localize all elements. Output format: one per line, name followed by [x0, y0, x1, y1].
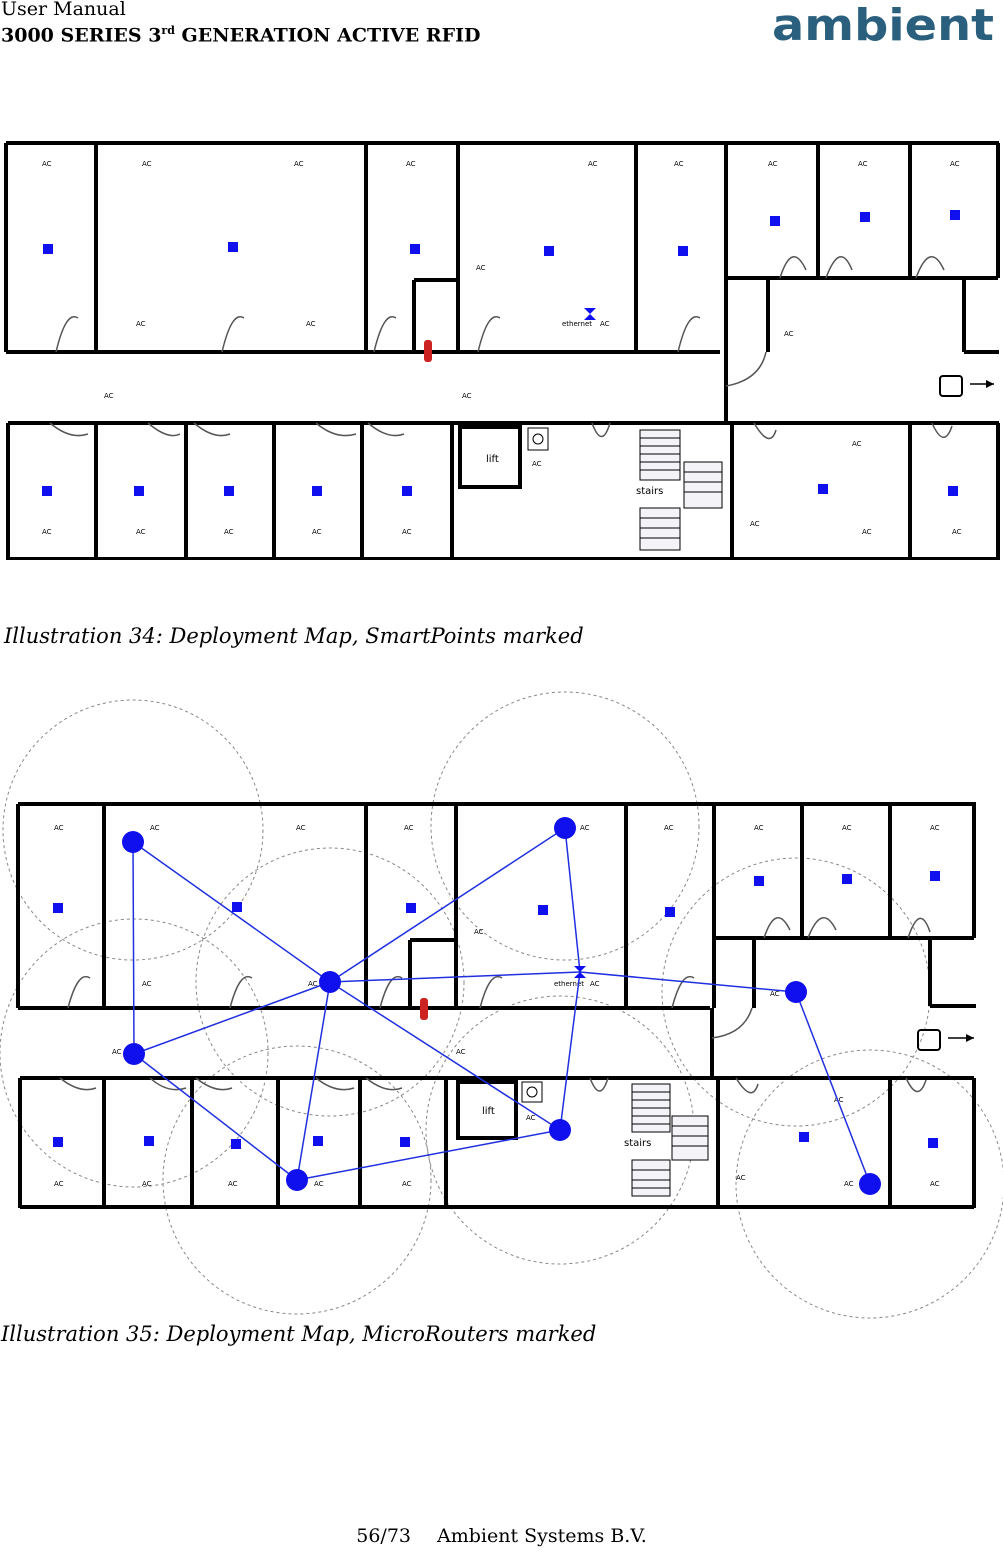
svg-text:AC: AC	[136, 320, 146, 328]
ethernet-icon	[584, 308, 596, 320]
header-series-suffix: GENERATION ACTIVE RFID	[174, 24, 481, 47]
smartpoint-marker	[144, 1136, 154, 1146]
svg-text:AC: AC	[858, 160, 868, 168]
svg-text:AC: AC	[112, 1048, 122, 1056]
smartpoint-marker	[134, 486, 144, 496]
header-doc-type: User Manual	[1, 0, 126, 20]
smartpoint-marker	[665, 907, 675, 917]
smartpoint-marker	[53, 903, 63, 913]
smartpoint-marker	[410, 244, 420, 254]
svg-text:AC: AC	[104, 392, 114, 400]
microrouter-marker	[122, 831, 144, 853]
company-name: Ambient Systems B.V.	[437, 1525, 647, 1547]
svg-text:AC: AC	[474, 928, 484, 936]
svg-text:AC: AC	[852, 440, 862, 448]
svg-text:AC: AC	[952, 528, 962, 536]
svg-text:AC: AC	[42, 528, 52, 536]
svg-text:AC: AC	[736, 1174, 746, 1182]
svg-text:AC: AC	[770, 990, 780, 998]
svg-text:AC: AC	[532, 460, 542, 468]
svg-text:ethernet: ethernet	[554, 980, 585, 988]
smartpoint-marker	[948, 486, 958, 496]
page-number: 56/73	[356, 1525, 411, 1547]
smartpoint-marker	[544, 246, 554, 256]
smartpoint-marker	[231, 1139, 241, 1149]
svg-text:AC: AC	[136, 528, 146, 536]
smartpoint-marker	[402, 486, 412, 496]
lift-label: lift	[482, 1106, 495, 1117]
smartpoint-marker	[53, 1137, 63, 1147]
svg-text:AC: AC	[842, 824, 852, 832]
smartpoint-marker	[818, 484, 828, 494]
svg-text:AC: AC	[950, 160, 960, 168]
svg-text:AC: AC	[142, 160, 152, 168]
svg-text:AC: AC	[142, 980, 152, 988]
svg-text:AC: AC	[754, 824, 764, 832]
svg-text:AC: AC	[476, 264, 486, 272]
microrouter-marker	[319, 971, 341, 993]
walls	[6, 143, 1000, 560]
smartpoint-marker	[770, 216, 780, 226]
fire-extinguisher-icon	[424, 340, 432, 362]
svg-text:AC: AC	[308, 980, 318, 988]
svg-text:AC: AC	[224, 528, 234, 536]
sink-icon	[528, 428, 548, 450]
svg-text:AC: AC	[844, 1180, 854, 1188]
microrouter-marker	[549, 1119, 571, 1141]
lift-label: lift	[486, 454, 499, 465]
smartpoint-marker	[538, 905, 548, 915]
header-series-sup: rd	[161, 24, 175, 37]
svg-text:AC: AC	[312, 528, 322, 536]
smartpoint-marker	[312, 486, 322, 496]
microrouter-marker	[286, 1169, 308, 1191]
svg-text:AC: AC	[406, 160, 416, 168]
smartpoint-marker	[950, 210, 960, 220]
smartpoint-marker	[224, 486, 234, 496]
floor-plan-microrouters	[0, 688, 1003, 1320]
svg-text:AC: AC	[404, 824, 414, 832]
svg-text:AC: AC	[526, 1114, 536, 1122]
coverage-circles	[0, 692, 1003, 1318]
figure-caption-35: Illustration 35: Deployment Map, MicroRouters marked	[1, 1322, 597, 1346]
svg-text:AC: AC	[784, 330, 794, 338]
svg-text:AC: AC	[142, 1180, 152, 1188]
smartpoint-marker	[313, 1136, 323, 1146]
smartpoint-marker	[43, 244, 53, 254]
smartpoint-marker	[400, 1137, 410, 1147]
svg-text:AC: AC	[862, 528, 872, 536]
svg-text:AC: AC	[664, 824, 674, 832]
fire-extinguisher-icon	[420, 998, 428, 1020]
smartpoint-marker	[228, 242, 238, 252]
microrouter-marker	[785, 981, 807, 1003]
smartpoint-marker	[860, 212, 870, 222]
smartpoint-marker	[42, 486, 52, 496]
door-swings	[60, 918, 930, 1093]
stairs-label: stairs	[636, 486, 664, 497]
svg-text:AC: AC	[54, 1180, 64, 1188]
svg-text:AC: AC	[306, 320, 316, 328]
svg-text:AC: AC	[768, 160, 778, 168]
svg-text:AC: AC	[590, 980, 600, 988]
header-product-line	[1, 24, 481, 46]
ac-labels	[42, 160, 962, 536]
page-footer	[0, 1525, 1003, 1547]
smartpoint-marker	[842, 874, 852, 884]
smartpoint-marker	[799, 1132, 809, 1142]
floor-plan-smartpoints	[0, 140, 1003, 560]
logo-text: ambient	[772, 2, 994, 46]
figure-caption-34: Illustration 34: Deployment Map, SmartPoints marked	[4, 624, 584, 648]
svg-text:AC: AC	[54, 824, 64, 832]
microrouter-marker	[123, 1043, 145, 1065]
sink-icon	[522, 1082, 542, 1102]
ambient-logo	[772, 2, 997, 46]
stairs-label: stairs	[624, 1138, 652, 1149]
svg-text:ethernet: ethernet	[562, 320, 593, 328]
svg-text:AC: AC	[296, 824, 306, 832]
svg-text:AC: AC	[42, 160, 52, 168]
svg-text:AC: AC	[600, 320, 610, 328]
svg-text:AC: AC	[588, 160, 598, 168]
header-series-prefix: 3000 SERIES 3	[1, 24, 162, 47]
smartpoint-marker	[406, 903, 416, 913]
svg-text:AC: AC	[750, 520, 760, 528]
svg-text:AC: AC	[580, 824, 590, 832]
restroom-icon	[940, 376, 962, 396]
walls	[18, 804, 976, 1208]
smartpoint-marker	[232, 902, 242, 912]
svg-text:AC: AC	[462, 392, 472, 400]
svg-text:AC: AC	[150, 824, 160, 832]
microrouter-marker	[859, 1173, 881, 1195]
smartpoint-marker	[928, 1138, 938, 1148]
smartpoint-marker	[678, 246, 688, 256]
svg-text:AC: AC	[294, 160, 304, 168]
svg-text:AC: AC	[930, 1180, 940, 1188]
microrouter-marker	[554, 817, 576, 839]
svg-text:AC: AC	[834, 1096, 844, 1104]
svg-text:AC: AC	[930, 824, 940, 832]
svg-text:AC: AC	[314, 1180, 324, 1188]
svg-text:AC: AC	[402, 1180, 412, 1188]
door-swings	[50, 257, 952, 439]
svg-text:AC: AC	[228, 1180, 238, 1188]
svg-text:AC: AC	[402, 528, 412, 536]
smartpoint-marker	[930, 871, 940, 881]
svg-text:AC: AC	[674, 160, 684, 168]
smartpoint-marker	[754, 876, 764, 886]
svg-text:AC: AC	[456, 1048, 466, 1056]
